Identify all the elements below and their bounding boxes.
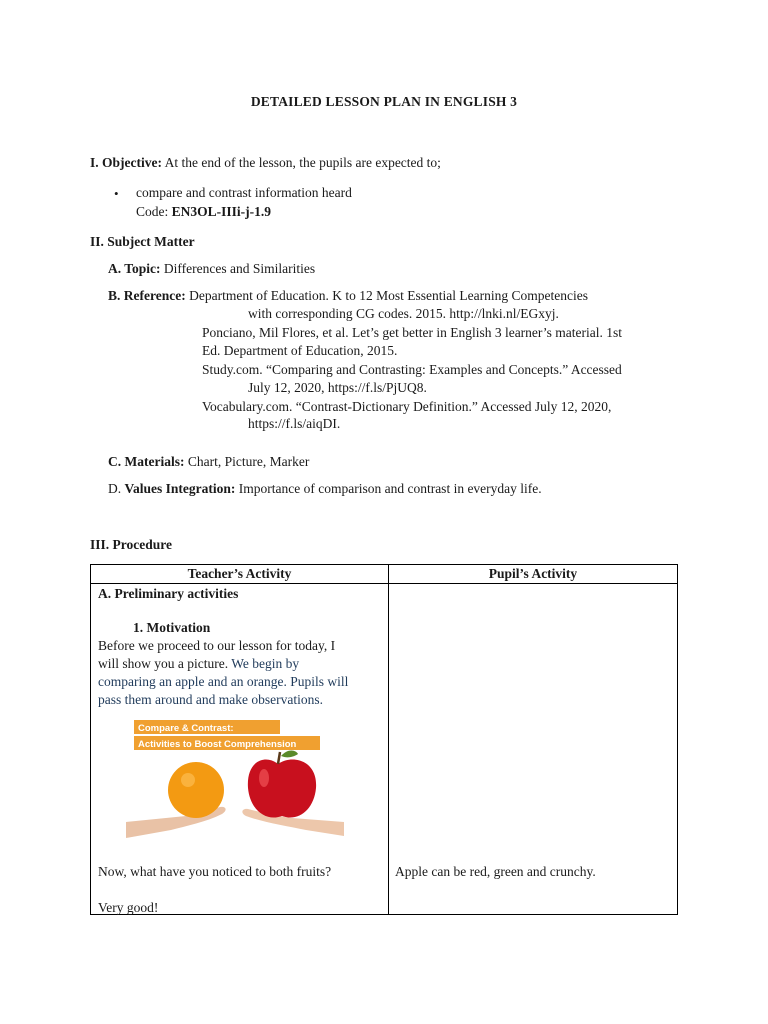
code-value: EN3OL-IIIi-j-1.9 [171, 204, 272, 219]
pupil-answer-text: Apple can be red, green and crunchy. [395, 864, 596, 879]
teacher-blue-line-2: comparing an apple and an orange. Pupils will [98, 674, 349, 689]
teacher-blue-line-1: We begin by [231, 656, 300, 671]
reference-text-1: Department of Education. K to 12 Most Essential Learning Competencies [189, 288, 588, 303]
subject-matter-heading [90, 233, 195, 251]
materials-label: C. Materials: [108, 454, 185, 469]
values-value: Importance of comparison and contrast in everyday life. [238, 481, 542, 496]
reference-text-7: Vocabulary.com. “Contrast-Dictionary Definition.” Accessed July 12, 2020, [202, 399, 612, 414]
banner-text-1: Compare & Contrast: [138, 723, 234, 734]
reference-text-8: https://f.ls/aiqDI. [248, 416, 341, 431]
orange-icon [168, 762, 224, 818]
values-label: Values Integration: [124, 481, 236, 496]
section-a-label [98, 585, 238, 603]
table-header-divider [91, 583, 677, 584]
document-title: DETAILED LESSON PLAN IN ENGLISH 3 [250, 94, 518, 109]
objective-line [90, 154, 441, 172]
reference-text-2: with corresponding CG codes. 2015. http://lnki.nl/EGxyj. [248, 306, 559, 321]
subject-matter-heading-text: II. Subject Matter [90, 234, 195, 249]
code-label: Code: [136, 204, 169, 219]
objective-text: At the end of the lesson, the pupils are expected to; [164, 155, 441, 170]
question-text: Now, what have you noticed to both fruits? [98, 864, 332, 879]
objective-label: I. Objective: [90, 155, 162, 170]
topic-line [108, 260, 315, 278]
procedure-heading-text: III. Procedure [90, 537, 172, 552]
topic-value: Differences and Similarities [163, 261, 316, 276]
materials-value: Chart, Picture, Marker [187, 454, 310, 469]
teacher-paragraph [98, 637, 383, 709]
fruit-comparison-image [126, 718, 344, 846]
teacher-line-2-text: will show you a picture. [98, 656, 232, 671]
teacher-line-1: Before we proceed to our lesson for today, I [98, 638, 336, 653]
reference-text-3: Ponciano, Mil Flores, et al. Let’s get better in English 3 learner’s material. 1st [202, 325, 623, 340]
bullet-dot: • [114, 186, 119, 201]
motivation-text: 1. Motivation [133, 620, 211, 635]
reference-text-6: July 12, 2020, https://f.ls/PjUQ8. [248, 380, 427, 395]
apple-icon [248, 759, 316, 817]
values-line [108, 480, 542, 498]
header-pupil-activity: Pupil’s Activity [488, 566, 578, 581]
code-line [136, 203, 271, 221]
header-teacher-activity: Teacher’s Activity [187, 566, 292, 581]
objective-bullet-text: compare and contrast information heard [136, 185, 352, 200]
procedure-heading [90, 536, 172, 554]
reference-line-1 [108, 287, 588, 305]
reference-text-5: Study.com. “Comparing and Contrasting: Examples and Concepts.” Accessed [202, 362, 622, 377]
table-column-divider [388, 565, 389, 914]
section-a-text: A. Preliminary activities [98, 586, 239, 601]
reference-label: B. Reference: [108, 288, 186, 303]
motivation-label [133, 619, 210, 637]
teacher-blue-line-3: pass them around and make observations. [98, 692, 323, 707]
reference-text-4: Ed. Department of Education, 2015. [202, 343, 398, 358]
very-good-text: Very good! [98, 900, 159, 915]
values-prefix: D. [108, 481, 125, 496]
teacher-line-2 [98, 655, 383, 673]
topic-label: A. Topic: [108, 261, 161, 276]
banner-text-2: Activities to Boost Comprehension [138, 739, 297, 750]
materials-line [108, 453, 309, 471]
